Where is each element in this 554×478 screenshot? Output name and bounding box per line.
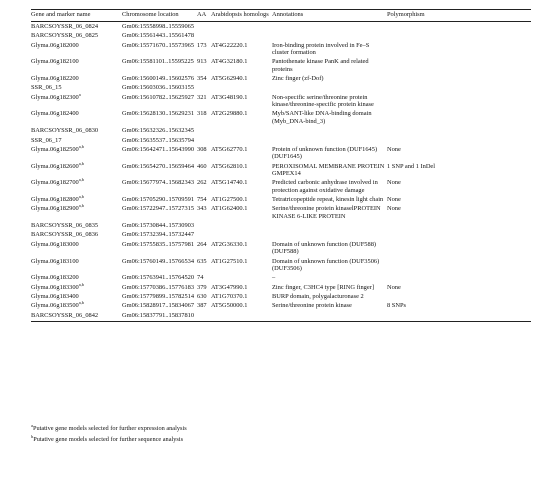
cell-location-text: Gm06:15705290..15709591 (122, 195, 195, 203)
cell-annotation-text: Myb/SANT-like DNA-binding domain (Myb_DNA-bind_3) (272, 110, 372, 125)
cell-gene-text: Glyma.06g183200 (31, 274, 79, 282)
cell-location (122, 240, 197, 257)
cell-homolog (211, 205, 272, 222)
cell-annotation (272, 311, 387, 321)
cell-aa-text: 318 (197, 110, 207, 118)
cell-gene (31, 292, 122, 301)
footnote-a (31, 422, 187, 432)
cell-gene-text: Glyma.06g183100 (31, 257, 79, 265)
cell-annotation (272, 136, 387, 145)
cell-location-text: Gm06:15581101..15595225 (122, 58, 194, 66)
cell-annotation-text: Zinc finger, C3HC4 type [RING finger] (272, 283, 374, 291)
cell-homolog-text: AT5G50000.1 (211, 302, 248, 310)
cell-location-text: Gm06:15755835..15757981 (122, 240, 195, 248)
footnote-text: Putative gene models selected for further sequence analysis (33, 436, 184, 443)
table-row (31, 292, 531, 301)
cell-gene-text: BARCSOYSSR_06_0835 (31, 222, 99, 230)
cell-annotation (272, 32, 387, 41)
cell-aa-text: 460 (197, 162, 207, 170)
cell-gene (31, 302, 122, 311)
cell-annotation-text: Serine/threonine protein kinaselPROTEIN KINASE 6-LIKE PROTEIN (272, 205, 381, 220)
cell-homolog (211, 257, 272, 274)
cell-location-text: Gm06:15642471..15643990 (122, 145, 195, 153)
cell-gene (31, 240, 122, 257)
cell-gene-text: BARCSOYSSR_06_0842 (31, 311, 99, 319)
cell-aa (197, 127, 211, 136)
cell-homolog-text: AT5G62940.1 (211, 74, 248, 82)
cell-aa-text: 173 (197, 41, 207, 49)
table-row (31, 302, 531, 311)
cell-polymorphism (387, 283, 531, 292)
cell-homolog-text: AT4G22220.1 (211, 41, 248, 49)
cell-gene (31, 127, 122, 136)
table-row (31, 110, 531, 127)
cell-gene (31, 257, 122, 274)
gene-footnote-mark: a,b (78, 203, 84, 209)
table-header (31, 10, 531, 22)
cell-location (122, 283, 197, 292)
cell-homolog-text: AT5G14740.1 (211, 179, 248, 187)
cell-aa (197, 22, 211, 32)
cell-homolog (211, 41, 272, 58)
cell-location-text: Gm06:15760149..15766534 (122, 257, 195, 265)
cell-gene (31, 195, 122, 204)
cell-annotation (272, 205, 387, 222)
cell-homolog (211, 274, 272, 283)
cell-location (122, 195, 197, 204)
cell-homolog (211, 292, 272, 301)
cell-location (122, 274, 197, 283)
table-row (31, 274, 531, 283)
gene-footnote-mark: a,b (78, 160, 84, 166)
cell-location (122, 257, 197, 274)
cell-aa (197, 136, 211, 145)
cell-annotation (272, 274, 387, 283)
cell-annotation-text: Non-specific serine/threonine protein kinase/threonine-specific protein kinase (272, 93, 374, 109)
gene-footnote-mark: a,b (78, 281, 84, 287)
cell-aa (197, 32, 211, 41)
cell-location (122, 127, 197, 136)
cell-location-text: Gm06:15828917..15834067 (122, 302, 195, 310)
cell-aa (197, 292, 211, 301)
cell-aa (197, 84, 211, 93)
cell-homolog (211, 74, 272, 83)
cell-location-text: Gm06:15770386..15776183 (122, 283, 195, 291)
cell-aa-text: 635 (197, 257, 207, 265)
cell-homolog (211, 136, 272, 145)
cell-homolog (211, 93, 272, 110)
cell-annotation (272, 145, 387, 162)
cell-homolog-text: AT1G27500.1 (211, 195, 248, 203)
cell-polymorphism (387, 110, 531, 127)
cell-homolog (211, 179, 272, 196)
cell-annotation (272, 22, 387, 32)
cell-polymorphism (387, 22, 531, 32)
table-row (31, 162, 531, 179)
cell-gene-text: Glyma.06g182000 (31, 41, 79, 49)
cell-annotation-text: PEROXISOMAL MEMBRANE PROTEIN GMPEX14 (272, 162, 385, 177)
cell-location (122, 22, 197, 32)
cell-homolog (211, 58, 272, 75)
cell-polymorphism (387, 93, 531, 110)
cell-annotation-text: – (272, 274, 276, 282)
cell-aa-text: 264 (197, 240, 207, 248)
cell-location (122, 136, 197, 145)
cell-location-text: Gm06:15779899..15782514 (122, 292, 195, 300)
cell-annotation-text: Zinc finger (zf-Dof) (272, 74, 324, 82)
cell-location (122, 292, 197, 301)
cell-gene-text: BARCSOYSSR_06_0836 (31, 231, 99, 239)
cell-gene-text: SSR_06_15 (31, 84, 62, 92)
cell-homolog (211, 222, 272, 231)
cell-homolog (211, 302, 272, 311)
cell-polymorphism (387, 162, 531, 179)
cell-gene (31, 283, 122, 292)
cell-location-text: Gm06:15837791..15837810 (122, 311, 195, 319)
table-row (31, 257, 531, 274)
cell-homolog-text: AT5G62770.1 (211, 145, 248, 153)
cell-homolog-text: AT1G27510.1 (211, 257, 248, 265)
cell-aa (197, 74, 211, 83)
table-body (31, 22, 531, 322)
cell-homolog (211, 231, 272, 240)
cell-location-text: Gm06:15654270..15659464 (122, 162, 195, 170)
table-row (31, 84, 531, 93)
cell-annotation (272, 302, 387, 311)
cell-location (122, 58, 197, 75)
cell-annotation-text: Domain of unknown function (DUF3506) (DUF3506) (272, 257, 380, 272)
gene-table (31, 9, 531, 322)
cell-gene (31, 110, 122, 127)
cell-location (122, 179, 197, 196)
cell-homolog (211, 311, 272, 321)
cell-homolog-text: AT5G62810.1 (211, 162, 248, 170)
cell-polymorphism (387, 136, 531, 145)
cell-annotation (272, 231, 387, 240)
cell-gene-text: Glyma.06g183400 (31, 292, 79, 300)
cell-gene-text: Glyma.06g182600 (31, 162, 79, 170)
cell-annotation (272, 84, 387, 93)
cell-gene-text: Glyma.06g183000 (31, 240, 79, 248)
cell-homolog-text: AT3G48190.1 (211, 93, 248, 101)
table-row (31, 179, 531, 196)
cell-homolog-text: AT4G32180.1 (211, 58, 248, 66)
cell-aa (197, 110, 211, 127)
cell-annotation-text: Pantothenate kinase PanK and related proteins (272, 58, 369, 73)
cell-location-text: Gm06:15628130..15629231 (122, 110, 195, 118)
cell-homolog (211, 127, 272, 136)
cell-aa (197, 41, 211, 58)
cell-location (122, 205, 197, 222)
cell-gene (31, 205, 122, 222)
cell-homolog (211, 84, 272, 93)
cell-aa (197, 302, 211, 311)
cell-polymorphism-text: None (387, 179, 401, 187)
cell-polymorphism (387, 127, 531, 136)
table-row (31, 311, 531, 321)
cell-aa-text: 74 (197, 274, 204, 282)
cell-aa (197, 283, 211, 292)
cell-polymorphism-text: None (387, 205, 401, 213)
header-polymorphism: Polymorphism (387, 10, 531, 22)
cell-homolog (211, 162, 272, 179)
footnote-mark: a (31, 422, 33, 428)
cell-annotation (272, 74, 387, 83)
cell-homolog (211, 283, 272, 292)
cell-aa (197, 93, 211, 110)
cell-location (122, 32, 197, 41)
gene-footnote-mark: a,b (78, 143, 84, 149)
cell-aa (197, 311, 211, 321)
header-location: Chromosome location (122, 10, 197, 22)
cell-aa (197, 145, 211, 162)
cell-annotation (272, 127, 387, 136)
cell-gene (31, 74, 122, 83)
cell-aa (197, 257, 211, 274)
cell-location-text: Gm06:15571670..15573965 (122, 41, 195, 49)
cell-annotation (272, 58, 387, 75)
cell-gene-text: Glyma.06g182100 (31, 58, 79, 66)
table-row (31, 145, 531, 162)
cell-aa-text: 754 (197, 195, 207, 203)
cell-location (122, 222, 197, 231)
cell-gene-text: Glyma.06g182300 (31, 93, 79, 101)
cell-annotation (272, 179, 387, 196)
cell-annotation (272, 195, 387, 204)
cell-gene-text: Glyma.06g182900 (31, 205, 79, 213)
cell-location-text: Gm06:15600149..15602576 (122, 74, 195, 82)
table-row (31, 41, 531, 58)
cell-aa (197, 205, 211, 222)
cell-gene (31, 41, 122, 58)
cell-aa-text: 308 (197, 145, 207, 153)
cell-homolog (211, 32, 272, 41)
table-row (31, 74, 531, 83)
gene-footnote-mark: a,b (78, 177, 84, 183)
cell-gene-text: BARCSOYSSR_06_0825 (31, 32, 99, 40)
cell-polymorphism-text: None (387, 145, 401, 153)
table-row (31, 22, 531, 32)
cell-gene (31, 93, 122, 110)
cell-gene (31, 222, 122, 231)
cell-polymorphism-text: 1 SNP and 1 InDel (387, 162, 436, 170)
cell-polymorphism (387, 145, 531, 162)
footnote-mark: b (31, 433, 34, 439)
cell-homolog (211, 110, 272, 127)
cell-annotation (272, 257, 387, 274)
cell-aa-text: 343 (197, 205, 207, 213)
cell-polymorphism-text: None (387, 283, 401, 291)
cell-annotation (272, 162, 387, 179)
table-row (31, 58, 531, 75)
cell-gene (31, 274, 122, 283)
cell-polymorphism (387, 179, 531, 196)
cell-polymorphism (387, 240, 531, 257)
cell-annotation-text: Serine/threonine protein kinase (272, 302, 352, 310)
cell-location (122, 110, 197, 127)
cell-annotation (272, 41, 387, 58)
cell-polymorphism-text: 8 SNPs (387, 302, 407, 310)
cell-annotation-text: Predicted carbonic anhydrase involved in protection against oxidative damage (272, 179, 378, 194)
cell-homolog (211, 22, 272, 32)
table-row (31, 240, 531, 257)
cell-location-text: Gm06:15558998..15559065 (122, 22, 195, 30)
cell-location-text: Gm06:15763941..15764520 (122, 274, 195, 282)
cell-gene-text: Glyma.06g182700 (31, 179, 79, 187)
cell-aa (197, 179, 211, 196)
cell-polymorphism (387, 205, 531, 222)
cell-aa-text: 262 (197, 179, 207, 187)
cell-location (122, 311, 197, 321)
cell-polymorphism (387, 274, 531, 283)
cell-annotation (272, 292, 387, 301)
cell-gene-text: Glyma.06g183500 (31, 302, 79, 310)
cell-gene-text: Glyma.06g182500 (31, 145, 79, 153)
footnote-b (31, 433, 184, 443)
cell-location-text: Gm06:15632326..15632345 (122, 127, 195, 135)
cell-aa (197, 58, 211, 75)
cell-annotation (272, 222, 387, 231)
cell-annotation (272, 93, 387, 110)
cell-polymorphism (387, 311, 531, 321)
cell-location (122, 93, 197, 110)
header-gene: Gene and marker name (31, 10, 122, 22)
cell-polymorphism (387, 302, 531, 311)
cell-aa-text: 321 (197, 93, 207, 101)
cell-aa (197, 240, 211, 257)
cell-location-text: Gm06:15730844..15730903 (122, 222, 195, 230)
cell-location-text: Gm06:15722947..15727315 (122, 205, 195, 213)
cell-annotation (272, 110, 387, 127)
cell-aa (197, 274, 211, 283)
cell-location (122, 84, 197, 93)
header-annotations: Annotations (272, 10, 387, 22)
cell-aa (197, 162, 211, 179)
cell-gene (31, 84, 122, 93)
gene-footnote-mark: a,b (78, 193, 84, 199)
table-row (31, 127, 531, 136)
cell-aa (197, 195, 211, 204)
footnote-text: Putative gene models selected for further expression analysis (32, 425, 187, 432)
cell-gene (31, 162, 122, 179)
cell-gene-text: BARCSOYSSR_06_0824 (31, 22, 99, 30)
cell-annotation-text: Protein of unknown function (DUF1645) (DUF1645) (272, 145, 378, 161)
table-row (31, 283, 531, 292)
cell-gene-text: BARCSOYSSR_06_0830 (31, 127, 99, 135)
cell-aa-text: 913 (197, 58, 207, 66)
cell-gene (31, 311, 122, 321)
gene-footnote-mark: a (78, 91, 81, 97)
cell-location-text: Gm06:15732394..15732447 (122, 231, 195, 239)
cell-gene (31, 58, 122, 75)
cell-gene (31, 22, 122, 32)
cell-gene-text: Glyma.06g182800 (31, 195, 79, 203)
cell-polymorphism (387, 231, 531, 240)
cell-polymorphism (387, 292, 531, 301)
table-row (31, 195, 531, 204)
table-row (31, 32, 531, 41)
cell-homolog (211, 240, 272, 257)
cell-homolog-text: AT2G29880.1 (211, 110, 248, 118)
cell-polymorphism (387, 222, 531, 231)
cell-annotation (272, 240, 387, 257)
cell-homolog-text: AT1G62400.1 (211, 205, 248, 213)
cell-annotation-text: BURP domain, polygalacturonase 2 (272, 292, 364, 300)
cell-polymorphism (387, 257, 531, 274)
cell-homolog (211, 145, 272, 162)
cell-gene (31, 179, 122, 196)
cell-homolog (211, 195, 272, 204)
cell-gene (31, 145, 122, 162)
cell-aa (197, 222, 211, 231)
header-aa: AA (197, 10, 211, 22)
table-row (31, 222, 531, 231)
cell-polymorphism-text: None (387, 195, 401, 203)
cell-location (122, 41, 197, 58)
cell-aa (197, 231, 211, 240)
cell-polymorphism (387, 74, 531, 83)
cell-location (122, 162, 197, 179)
cell-location-text: Gm06:15603036..15603155 (122, 84, 195, 92)
gene-footnote-mark: a,b (78, 300, 84, 306)
cell-polymorphism (387, 195, 531, 204)
cell-location-text: Gm06:15635537..15635794 (122, 136, 195, 144)
cell-gene-text: SSR_06_17 (31, 136, 62, 144)
cell-location (122, 145, 197, 162)
cell-location (122, 74, 197, 83)
table-row (31, 231, 531, 240)
cell-homolog-text: AT2G36330.1 (211, 240, 248, 248)
cell-annotation-text: Iron-binding protein involved in Fe–S cluster formation (272, 41, 370, 56)
cell-location (122, 302, 197, 311)
cell-gene-text: Glyma.06g182400 (31, 110, 79, 118)
header-homologs: Arabidopsis homologs (211, 10, 272, 22)
table-row (31, 136, 531, 145)
cell-annotation-text: Domain of unknown function (DUF588) (DUF588) (272, 240, 377, 256)
table-row (31, 93, 531, 110)
cell-gene-text: Glyma.06g182200 (31, 74, 79, 82)
cell-location-text: Gm06:15677974..15682343 (122, 179, 195, 187)
cell-homolog-text: AT1G70370.1 (211, 292, 248, 300)
cell-polymorphism (387, 32, 531, 41)
header-row (31, 10, 531, 22)
table-row (31, 205, 531, 222)
cell-polymorphism (387, 58, 531, 75)
cell-location (122, 231, 197, 240)
cell-location-text: Gm06:15610782..15625927 (122, 93, 195, 101)
cell-gene (31, 231, 122, 240)
cell-polymorphism (387, 41, 531, 58)
cell-gene-text: Glyma.06g183300 (31, 283, 79, 291)
cell-location-text: Gm06:15561443..15561478 (122, 32, 195, 40)
cell-homolog-text: AT3G47990.1 (211, 283, 248, 291)
cell-gene (31, 136, 122, 145)
cell-aa-text: 630 (197, 292, 207, 300)
cell-annotation (272, 283, 387, 292)
cell-aa-text: 387 (197, 302, 207, 310)
cell-gene (31, 32, 122, 41)
cell-aa-text: 354 (197, 74, 207, 82)
cell-polymorphism (387, 84, 531, 93)
cell-annotation-text: Tetratricopeptide repeat, kinesin light chain (272, 195, 384, 203)
cell-aa-text: 379 (197, 283, 207, 291)
